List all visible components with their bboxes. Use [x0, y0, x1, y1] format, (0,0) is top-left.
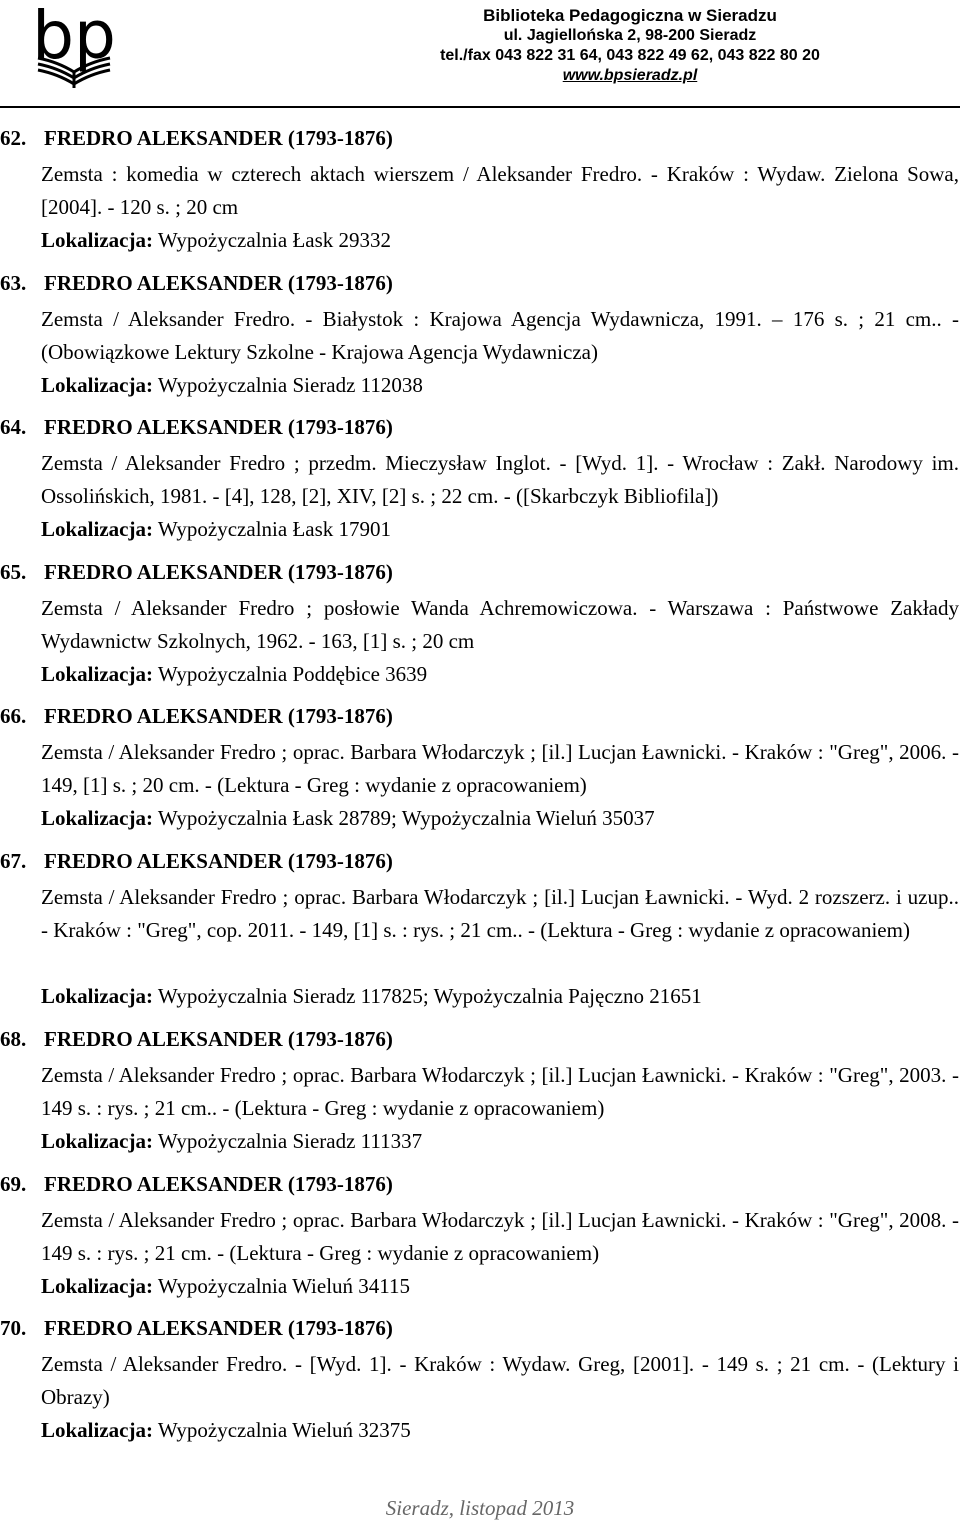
location-value: Wypożyczalnia Łask 29332: [157, 228, 392, 252]
location-label: Lokalizacja:: [41, 984, 153, 1008]
entry-description: Zemsta / Aleksander Fredro. - Białystok : Krajowa Agencja Wydawnicza, 1991. ‒ 176 s. ; 21 cm.. - (Obowiązkowe Lektury Szkolne - Krajowa Agencja Wydawnicza): [41, 307, 959, 364]
entry-number: 64.: [0, 415, 27, 439]
entry-location: [41, 662, 427, 687]
location-label: Lokalizacja:: [41, 1274, 153, 1298]
entry-author: FREDRO ALEKSANDER (1793-1876): [44, 271, 393, 295]
library-contact-block: [300, 6, 960, 86]
entry-author: FREDRO ALEKSANDER (1793-1876): [44, 126, 393, 150]
entry-location: [41, 1129, 422, 1154]
entry-description: Zemsta / Aleksander Fredro ; przedm. Mieczysław Inglot. - [Wyd. 1]. - Wrocław : Zakł. Narodowy im. Ossolińskich, 1981. - [4], 128, [2], XIV, [2] s. ; 22 cm. - ([Skarbczyk Bibliofila]): [41, 451, 959, 508]
location-value: Wypożyczalnia Poddębice 3639: [157, 662, 428, 686]
entry-number: 66.: [0, 704, 27, 728]
entry-author: FREDRO ALEKSANDER (1793-1876): [44, 849, 393, 873]
entry-description: Zemsta / Aleksander Fredro ; oprac. Barbara Włodarczyk ; [il.] Lucjan Ławnicki. - Kraków : "Greg", 2008. - 149 s. : rys. ; 21 cm. - (Lektura - Greg : wydanie z opracowaniem): [41, 1208, 959, 1265]
library-logo: [14, 0, 134, 90]
entry-location: [41, 1274, 410, 1299]
entry-number: 63.: [0, 271, 27, 295]
entry-location: [41, 228, 391, 253]
location-label: Lokalizacja:: [41, 373, 153, 397]
entry-description: Zemsta / Aleksander Fredro ; oprac. Barbara Włodarczyk ; [il.] Lucjan Ławnicki. - Kraków : "Greg", 2003. - 149 s. : rys. ; 21 cm.. - (Lektura - Greg : wydanie z opracowaniem): [41, 1063, 959, 1120]
location-label: Lokalizacja:: [41, 1418, 153, 1442]
entry-number: 62.: [0, 126, 27, 150]
page-footer: Sieradz, listopad 2013: [385, 1496, 575, 1520]
location-value: Wypożyczalnia Wieluń 32375: [157, 1418, 411, 1442]
entry-location: [41, 517, 391, 542]
library-name: Biblioteka Pedagogiczna w Sieradzu: [483, 6, 777, 25]
location-value: Wypożyczalnia Sieradz 112038: [157, 373, 423, 397]
entry-number: 68.: [0, 1027, 27, 1051]
entry-description: Zemsta / Aleksander Fredro ; oprac. Barbara Włodarczyk ; [il.] Lucjan Ławnicki. - Wyd. 2 rozszerz. i uzup.. - Kraków : "Greg", cop. 2011. - 149, [1] s. : rys. ; 21 cm.. - (Lektura - Greg : wydanie z opracowaniem): [41, 885, 959, 942]
entry-author: FREDRO ALEKSANDER (1793-1876): [44, 560, 393, 584]
library-address: ul. Jagiellońska 2, 98-200 Sieradz: [503, 27, 757, 44]
location-value: Wypożyczalnia Łask 28789; Wypożyczalnia Wieluń 35037: [157, 806, 655, 830]
entry-author: FREDRO ALEKSANDER (1793-1876): [44, 704, 393, 728]
location-label: Lokalizacja:: [41, 806, 153, 830]
logo-lettering: bp: [32, 0, 116, 74]
location-value: Wypożyczalnia Wieluń 34115: [157, 1274, 411, 1298]
library-phone: tel./fax 043 822 31 64, 043 822 49 62, 043 822 80 20: [440, 47, 820, 64]
entry-location: [41, 806, 655, 831]
location-label: Lokalizacja:: [41, 228, 153, 252]
header-divider: [0, 106, 960, 108]
location-value: Wypożyczalnia Sieradz 111337: [157, 1129, 423, 1153]
location-value: Wypożyczalnia Łask 17901: [157, 517, 392, 541]
location-value: Wypożyczalnia Sieradz 117825; Wypożyczalnia Pajęczno 21651: [157, 984, 702, 1008]
location-label: Lokalizacja:: [41, 662, 153, 686]
entry-description: Zemsta / Aleksander Fredro ; posłowie Wanda Achremowiczowa. - Warszawa : Państwowe Zakłady Wydawnictw Szkolnych, 1962. - 163, [1] s. ; 20 cm: [41, 596, 959, 653]
entry-number: 65.: [0, 560, 27, 584]
entry-location: [41, 373, 423, 398]
entry-number: 67.: [0, 849, 27, 873]
entry-description: Zemsta / Aleksander Fredro ; oprac. Barbara Włodarczyk ; [il.] Lucjan Ławnicki. - Kraków : "Greg", 2006. - 149, [1] s. ; 20 cm. - (Lektura - Greg : wydanie z opracowaniem): [41, 740, 959, 797]
location-label: Lokalizacja:: [41, 1129, 153, 1153]
library-website-link[interactable]: www.bpsieradz.pl: [562, 67, 698, 84]
entry-author: FREDRO ALEKSANDER (1793-1876): [44, 1172, 393, 1196]
entry-author: FREDRO ALEKSANDER (1793-1876): [44, 1027, 393, 1051]
entry-author: FREDRO ALEKSANDER (1793-1876): [44, 1316, 393, 1340]
entry-author: FREDRO ALEKSANDER (1793-1876): [44, 415, 393, 439]
entry-description: Zemsta : komedia w czterech aktach wierszem / Aleksander Fredro. - Kraków : Wydaw. Zielona Sowa, [2004]. - 120 s. ; 20 cm: [41, 162, 959, 219]
entry-location: [41, 1418, 411, 1443]
entry-number: 69.: [0, 1172, 27, 1196]
location-label: Lokalizacja:: [41, 517, 153, 541]
entry-location: [41, 984, 702, 1009]
page-header: [0, 0, 960, 112]
entry-number: 70.: [0, 1316, 27, 1340]
entry-description: Zemsta / Aleksander Fredro. - [Wyd. 1]. - Kraków : Wydaw. Greg, [2001]. - 149 s. ; 21 cm. - (Lektury i Obrazy): [41, 1352, 959, 1409]
